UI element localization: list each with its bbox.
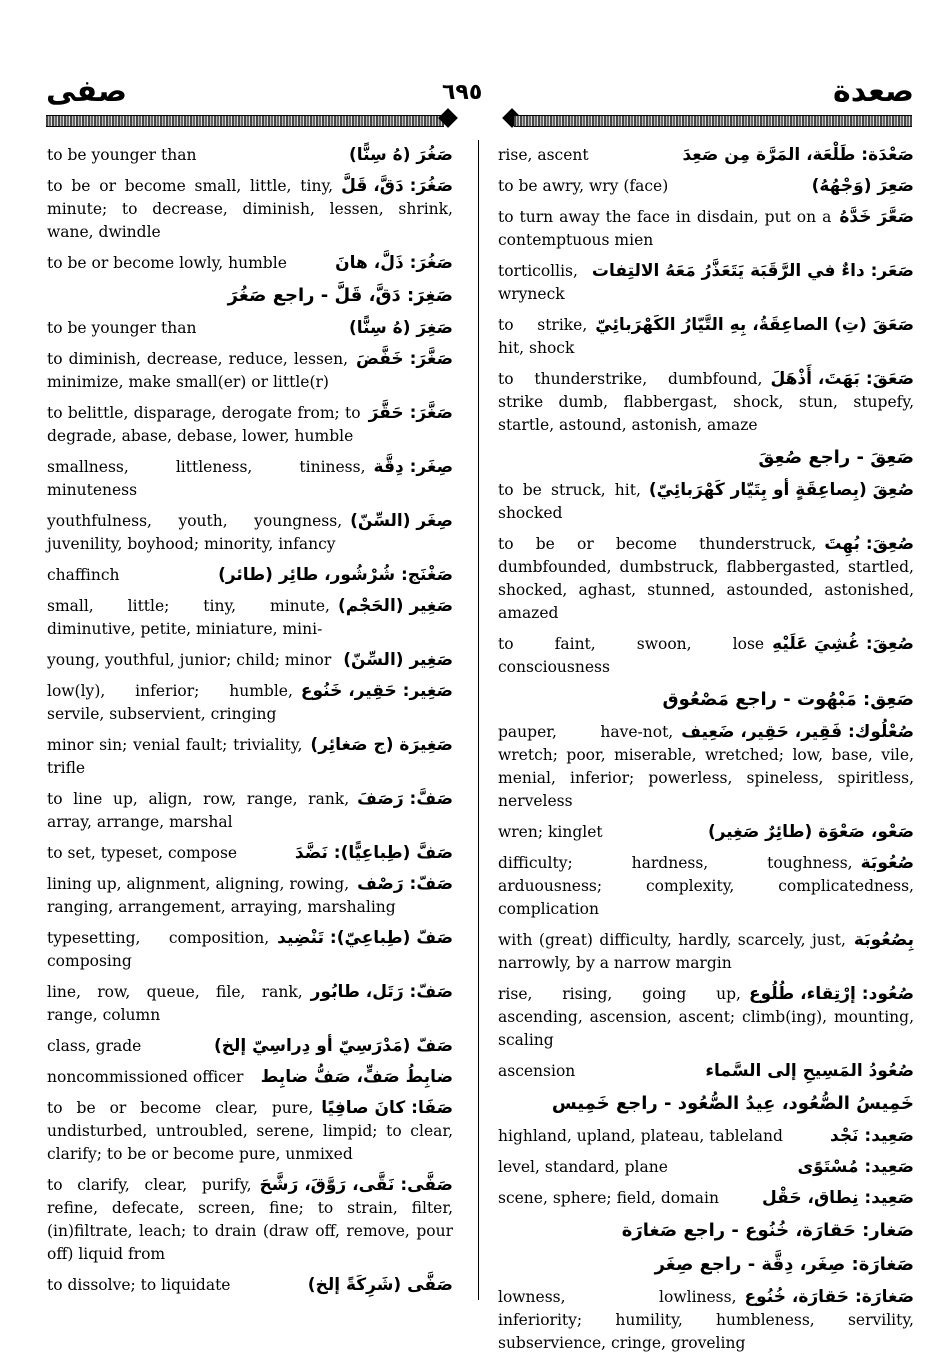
arabic-headword: خَمِيسُ الصُّعُود، عِيدُ الصُّعُود - راجع خَمِيس bbox=[551, 1093, 914, 1114]
dictionary-entry bbox=[47, 1174, 453, 1266]
english-definition: noncommissioned officer bbox=[47, 1068, 244, 1086]
english-definition: to belittle, disparage, derogate from; to degrade, abase, debase, lower, humble bbox=[47, 404, 361, 445]
page-number: ٦٩٥ bbox=[442, 80, 483, 105]
dictionary-entry bbox=[47, 402, 453, 448]
arabic-headword: صَفّ (طِباعِيّ): تَنْضِيد bbox=[277, 928, 453, 948]
arabic-headword: صَغِير (السِّنّ) bbox=[343, 650, 453, 670]
dictionary-entry bbox=[498, 206, 914, 252]
dictionary-entry bbox=[47, 873, 453, 919]
arabic-headword: صَعَقَ: بَهَتَ، أَذْهَلَ bbox=[770, 369, 914, 389]
english-definition: to line up, align, row, range, rank, array, arrange, marshal bbox=[47, 790, 350, 831]
left-column bbox=[47, 144, 453, 1305]
english-definition: smallness, littleness, tininess, minuteness bbox=[47, 458, 366, 499]
dictionary-entry bbox=[47, 788, 453, 834]
arabic-headword: صَفّ (مَدْرَسِيّ أو دِراسِيّ إلخ) bbox=[213, 1036, 453, 1056]
english-definition: to be or become clear, pure, undisturbed, untroubled, serene, limpid; to clear, clarify; to be or become pure, unmixed bbox=[47, 1099, 453, 1163]
arabic-headword: صُعِقَ (بِصاعِقَةٍ أو بِتَيّار كَهْرَبائِيّ) bbox=[648, 480, 914, 500]
english-definition: to be or become small, little, tiny, minute; to decrease, diminish, lessen, shrink, wane, dwindle bbox=[47, 177, 453, 241]
dictionary-entry bbox=[498, 687, 914, 713]
arabic-headword: صُعِقَ: بُهِتَ bbox=[824, 534, 914, 554]
right-column bbox=[498, 144, 914, 1363]
arabic-headword: صَغَّرَ: خَفَّضَ bbox=[356, 349, 453, 369]
dictionary-entry bbox=[498, 1252, 914, 1278]
dictionary-entry bbox=[498, 533, 914, 625]
english-definition: to turn away the face in disdain, put on a contemptuous mien bbox=[498, 208, 832, 249]
arabic-headword: ضابِطُ صَفٍّ، صَفُّ ضابِط bbox=[260, 1067, 453, 1087]
arabic-headword: صَعِرَ (وَجْهُهُ) bbox=[811, 176, 914, 196]
arabic-headword: صَعِق: مَبْهُوت - راجع مَصْعُوق bbox=[662, 689, 914, 710]
dictionary-entry bbox=[47, 680, 453, 726]
english-definition: to set, typeset, compose bbox=[47, 844, 238, 862]
english-definition: to clarify, clear, purify, refine, defecate, screen, fine; to strain, filter, (in)filtrate, leach; to drain (draw off, remove, pour off) liquid from bbox=[47, 1176, 453, 1263]
dictionary-entry bbox=[498, 852, 914, 921]
english-definition: to be younger than bbox=[47, 146, 197, 164]
dictionary-entry bbox=[47, 1097, 453, 1166]
arabic-headword: صُعْلُوك: فَقِير، حَقِير، ضَعِيف bbox=[681, 722, 914, 742]
arabic-headword: صَعِيد: نَجْد bbox=[830, 1126, 914, 1146]
english-definition: class, grade bbox=[47, 1037, 142, 1055]
arabic-headword: صُعِقَ: غُشِيَ عَلَيْهِ bbox=[772, 634, 914, 654]
arabic-headword: بِصُعُوبَة bbox=[853, 930, 914, 950]
arabic-headword: صِغَر: دِقَّة bbox=[373, 457, 453, 477]
english-definition: to be younger than bbox=[47, 319, 197, 337]
dictionary-entry bbox=[498, 721, 914, 813]
dictionary-entry bbox=[47, 981, 453, 1027]
dictionary-entry bbox=[498, 368, 914, 437]
english-definition: rise, ascent bbox=[498, 146, 589, 164]
header-rule-right bbox=[514, 115, 912, 127]
dictionary-entry bbox=[498, 1187, 914, 1210]
dictionary-entry bbox=[47, 348, 453, 394]
dictionary-entry bbox=[498, 983, 914, 1052]
english-definition: wren; kinglet bbox=[498, 823, 603, 841]
arabic-headword: صَفَّى: نَقَّى، رَوَّقَ، رَشَّحَ bbox=[259, 1175, 453, 1195]
dictionary-entry bbox=[47, 510, 453, 556]
english-definition: level, standard, plane bbox=[498, 1158, 668, 1176]
dictionary-entry bbox=[47, 564, 453, 587]
dictionary-entry bbox=[498, 1060, 914, 1083]
dictionary-entry bbox=[498, 929, 914, 975]
header-rule-left bbox=[46, 115, 444, 127]
dictionary-entry bbox=[498, 1286, 914, 1355]
arabic-headword: صُعُوبَة bbox=[860, 853, 914, 873]
dictionary-entry bbox=[47, 649, 453, 672]
arabic-headword: صَعِقَ - راجع صُعِقَ bbox=[758, 447, 914, 468]
arabic-headword: صَفَا: كانَ صافِيًا bbox=[321, 1098, 453, 1118]
arabic-headword: صَغار: حَقارَة، خُنُوع - راجع صَغارَة bbox=[621, 1220, 914, 1241]
english-definition: line, row, queue, file, rank, range, column bbox=[47, 983, 303, 1024]
english-definition: lowness, lowliness, inferiority; humility, humbleness, servility, subservience, cringe, groveling bbox=[498, 1288, 914, 1352]
english-definition: minor sin; venial fault; triviality, trifle bbox=[47, 736, 303, 777]
english-definition: rise, rising, going up, ascending, ascension, ascent; climb(ing), mounting, scaling bbox=[498, 985, 914, 1049]
arabic-headword: صَعَّرَ خَدَّهُ bbox=[839, 207, 914, 227]
english-definition: to be or become thunderstruck, dumbfounded, dumbstruck, flabbergasted, startled, shocked, aghast, stunned, astounded, astonished, amazed bbox=[498, 535, 914, 622]
dictionary-entry bbox=[47, 456, 453, 502]
arabic-headword: صَغُرَ: ذَلَّ، هانَ bbox=[335, 253, 453, 273]
arabic-headword: صَغْنَج: شُرْشُور، طائِر (طائر) bbox=[218, 565, 453, 585]
english-definition: to be struck, hit, shocked bbox=[498, 481, 641, 522]
english-definition: to dissolve; to liquidate bbox=[47, 1276, 231, 1294]
english-definition: young, youthful, junior; child; minor bbox=[47, 651, 332, 669]
right-headword: صعدة bbox=[833, 74, 914, 109]
english-definition: to thunderstrike, dumbfound, strike dumb, flabbergast, shock, stun, stupefy, startle, astound, astonish, amaze bbox=[498, 370, 914, 434]
dictionary-entry bbox=[498, 445, 914, 471]
arabic-headword: صَعَر: داءٌ في الرَّقَبَة يَتَعَذَّرُ مَعَهُ الالتِفات bbox=[591, 261, 914, 281]
dictionary-entry bbox=[498, 821, 914, 844]
arabic-headword: صَفّ: رَتَل، طابُور bbox=[310, 982, 453, 1002]
english-definition: typesetting, composition, composing bbox=[47, 929, 270, 970]
dictionary-entry bbox=[47, 144, 453, 167]
dictionary-entry bbox=[498, 633, 914, 679]
english-definition: chaffinch bbox=[47, 566, 120, 584]
english-definition: scene, sphere; field, domain bbox=[498, 1189, 719, 1207]
dictionary-entry bbox=[498, 1125, 914, 1148]
arabic-headword: صَغارَة: صِغَر، دِقَّة - راجع صِغَر bbox=[654, 1254, 914, 1275]
arabic-headword: صَفَّ: رَصَفَ bbox=[357, 789, 453, 809]
arabic-headword: صَعِيد: مُسْتَوًى bbox=[797, 1157, 914, 1177]
dictionary-entry bbox=[47, 595, 453, 641]
arabic-headword: صَغارَة: حَقارَة، خُنُوع bbox=[744, 1287, 914, 1307]
arabic-headword: صَعْدَة: طَلْعَة، المَرَّة مِن صَعِدَ bbox=[682, 145, 914, 165]
english-definition: youthfulness, youth, youngness, juvenility, boyhood; minority, infancy bbox=[47, 512, 343, 553]
dictionary-entry bbox=[47, 927, 453, 973]
english-definition: difficulty; hardness, toughness, arduousness; complexity, complicatedness, complication bbox=[498, 854, 914, 918]
english-definition: to strike, hit, shock bbox=[498, 316, 588, 357]
arabic-headword: صُعُودُ المَسِيحِ إلى السَّماء bbox=[705, 1061, 914, 1081]
arabic-headword: صَغِرَ: دَقَّ، قَلَّ - راجع صَغُرَ bbox=[227, 285, 453, 306]
dictionary-entry bbox=[498, 175, 914, 198]
english-definition: to faint, swoon, lose consciousness bbox=[498, 635, 765, 676]
dictionary-entry bbox=[498, 1218, 914, 1244]
arabic-headword: صَغُرَ: دَقَّ، قَلَّ bbox=[341, 176, 453, 196]
left-headword: صفى bbox=[46, 74, 127, 109]
english-definition: ascension bbox=[498, 1062, 576, 1080]
dictionary-entry bbox=[498, 479, 914, 525]
english-definition: small, little; tiny, minute, diminutive, petite, miniature, mini- bbox=[47, 597, 330, 638]
dictionary-entry bbox=[47, 252, 453, 275]
dictionary-entry bbox=[498, 144, 914, 167]
english-definition: highland, upland, plateau, tableland bbox=[498, 1127, 783, 1145]
arabic-headword: صَفّ: رَصْف bbox=[357, 874, 453, 894]
arabic-headword: صَفَّ (طِباعِيًّا): نَضَّدَ bbox=[294, 843, 453, 863]
arabic-headword: صِغَر (السِّنّ) bbox=[350, 511, 453, 531]
dictionary-entry bbox=[47, 283, 453, 309]
arabic-headword: صَغِير: حَقِير، خَنُوع bbox=[300, 681, 453, 701]
arabic-headword: صَغُرَ (هُ سِنًّا) bbox=[348, 145, 453, 165]
english-definition: to be awry, wry (face) bbox=[498, 177, 669, 195]
dictionary-entry bbox=[47, 175, 453, 244]
english-definition: to be or become lowly, humble bbox=[47, 254, 287, 272]
dictionary-entry bbox=[47, 317, 453, 340]
arabic-headword: صَفَّى (شَرِكَةً إلخ) bbox=[307, 1275, 453, 1295]
dictionary-entry bbox=[498, 1091, 914, 1117]
dictionary-entry bbox=[47, 1274, 453, 1297]
english-definition: to diminish, decrease, reduce, lessen, minimize, make small(er) or little(r) bbox=[47, 350, 348, 391]
dictionary-entry bbox=[47, 734, 453, 780]
dictionary-entry bbox=[47, 842, 453, 865]
english-definition: pauper, have-not, wretch; poor, miserable, wretched; low, base, vile, menial, inferior; powerless, spineless, spiritless, nerveless bbox=[498, 723, 914, 810]
dictionary-entry bbox=[47, 1066, 453, 1089]
english-definition: torticollis, wryneck bbox=[498, 262, 578, 303]
arabic-headword: صُعُود: إرْتِقاء، طُلُوع bbox=[748, 984, 914, 1004]
english-definition: low(ly), inferior; humble, servile, subservient, cringing bbox=[47, 682, 293, 723]
arabic-headword: صَعَقَ (تِ) الصاعِقَةُ، بِهِ التَّيّارُ الكَهْرَبائِيّ bbox=[595, 315, 914, 335]
dictionary-entry bbox=[47, 1035, 453, 1058]
arabic-headword: صَعْو، صَعْوَة (طائِرٌ صَغِير) bbox=[707, 822, 914, 842]
dictionary-entry bbox=[498, 1156, 914, 1179]
arabic-headword: صَغِرَ (هُ سِنًّا) bbox=[348, 318, 453, 338]
english-definition: lining up, alignment, aligning, rowing, ranging, arrangement, arraying, marshaling bbox=[47, 875, 396, 916]
arabic-headword: صَغِيرَة (ج صَغائِر) bbox=[310, 735, 453, 755]
arabic-headword: صَغَّرَ: حَقَّرَ bbox=[368, 403, 453, 423]
column-divider bbox=[478, 140, 479, 1300]
arabic-headword: صَعِيد: نِطاق، حَقْل bbox=[761, 1188, 914, 1208]
english-definition: with (great) difficulty, hardly, scarcely, just, narrowly, by a narrow margin bbox=[498, 931, 846, 972]
dictionary-entry bbox=[498, 260, 914, 306]
arabic-headword: صَغِير (الحَجْم) bbox=[337, 596, 453, 616]
dictionary-entry bbox=[498, 314, 914, 360]
